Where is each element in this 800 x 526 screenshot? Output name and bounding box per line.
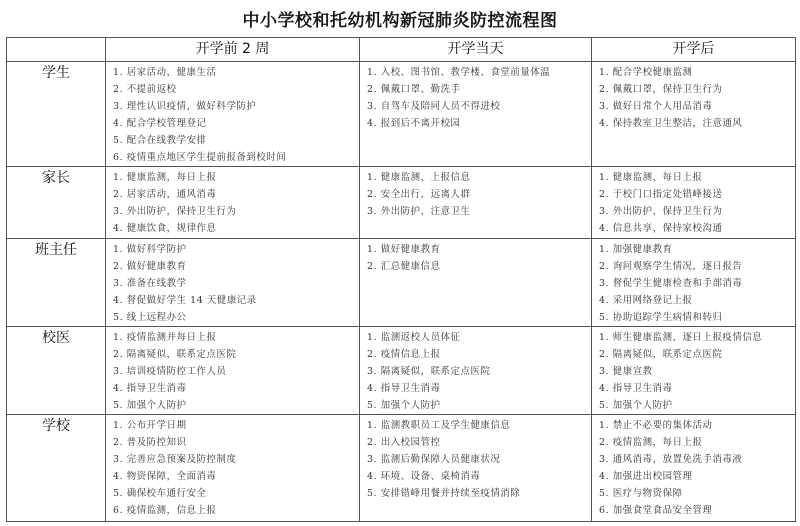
list-item: 1. 疫情监测并每日上报 [113,332,217,343]
list-item: 6. 疫情重点地区学生提前报备到校时间 [113,152,287,163]
cell-before [106,62,360,167]
list-item: 4. 采用网络登记上报 [599,295,693,306]
list-item: 4. 信息共享，保持家校沟通 [599,223,723,234]
measure-list [592,239,795,326]
list-item: 1. 公布开学日期 [113,420,187,431]
cell-after [592,327,796,415]
list-item: 5. 线上远程办公 [113,312,187,323]
list-item: 1. 配合学校健康监测 [599,67,693,78]
list-item: 3. 健康宣教 [599,366,653,377]
list-item: 2. 询问观察学生情况，逐日报告 [599,261,743,272]
list-item: 3. 理性认识疫情，做好科学防护 [113,101,257,112]
measure-list [106,415,359,519]
list-item: 4. 指导卫生消毒 [599,383,673,394]
list-item: 2. 居家活动，通风消毒 [113,189,217,200]
list-item: 5. 加强个人防护 [599,400,673,411]
header-after-opening: 开学后 [592,38,796,62]
list-item: 3. 督促学生健康检查和手部消毒 [599,278,743,289]
list-item: 3. 外出防护，保持卫生行为 [113,206,237,217]
list-item: 4. 保持教室卫生整洁，注意通风 [599,118,743,129]
cell-day [360,62,592,167]
list-item: 4. 指导卫生消毒 [113,383,187,394]
list-item: 4. 加强进出校园管理 [599,471,693,482]
list-item: 2. 做好健康教育 [113,261,187,272]
cell-after [592,415,796,522]
list-item: 4. 配合学校管理登记 [113,118,207,129]
table-row-school [7,415,796,522]
list-item: 5. 确保校车通行安全 [113,488,207,499]
list-item: 4. 督促做好学生 14 天健康记录 [113,295,257,306]
role-label: 学生 [7,62,106,167]
table-row-student [7,62,796,167]
table-row-head-teacher [7,239,796,327]
list-item: 6. 疫情监测，信息上报 [113,505,217,516]
list-item: 5. 加强个人防护 [113,400,187,411]
list-item: 1. 加强健康教育 [599,244,673,255]
list-item: 2. 汇总健康信息 [367,261,441,272]
document-title: 中小学校和托幼机构新冠肺炎防控流程图 [242,11,558,31]
measure-list [360,415,591,502]
list-item: 1. 师生健康监测，逐日上报疫情信息 [599,332,763,343]
list-item: 4. 环境、设备、桌椅消毒 [367,471,481,482]
list-item: 3. 准备在线教学 [113,278,187,289]
list-item: 5. 医疗与物资保障 [599,488,683,499]
list-item: 4. 报到后不离开校园 [367,118,461,129]
header-before-opening: 开学前 2 周 [106,38,360,62]
prevention-flow-table [6,37,796,522]
measure-list [592,167,795,237]
list-item: 2. 于校门口指定处错峰接送 [599,189,723,200]
list-item: 2. 隔离疑似，联系定点医院 [599,349,723,360]
list-item: 1. 居家活动，健康生活 [113,67,217,78]
measure-list [360,239,591,275]
list-item: 4. 物资保障，全面消毒 [113,471,217,482]
list-item: 3. 外出防护，保持卫生行为 [599,206,723,217]
role-label: 家长 [7,167,106,239]
measure-list [592,415,795,519]
list-item: 3. 自驾车及陪同人员不得进校 [367,101,501,112]
list-item: 4. 指导卫生消毒 [367,383,441,394]
measure-list [106,239,359,326]
measure-list [106,327,359,414]
list-item: 2. 出入校园管控 [367,437,441,448]
cell-before [106,167,360,239]
cell-before [106,415,360,522]
list-item: 3. 外出防护，注意卫生 [367,206,471,217]
header-role [7,38,106,62]
measure-list [592,62,795,132]
list-item: 3. 通风消毒，放置免洗手消毒液 [599,454,743,465]
measure-list [360,327,591,414]
role-label: 学校 [7,415,106,522]
cell-after [592,239,796,327]
table-row-parent [7,167,796,239]
list-item: 3. 培训疫情防控工作人员 [113,366,227,377]
list-item: 1. 做好科学防护 [113,244,187,255]
list-item: 3. 隔离疑似，联系定点医院 [367,366,491,377]
measure-list [360,167,591,220]
cell-day [360,167,592,239]
list-item: 1. 健康监测，每日上报 [113,172,217,183]
role-label: 校医 [7,327,106,415]
list-item: 2. 安全出行，远离人群 [367,189,471,200]
header-opening-day: 开学当天 [360,38,592,62]
list-item: 2. 隔离疑似，联系定点医院 [113,349,237,360]
cell-before [106,327,360,415]
cell-day [360,239,592,327]
measure-list [592,327,795,414]
list-item: 5. 协助追踪学生病情和转归 [599,312,723,323]
list-item: 5. 安排错峰用餐并持续至疫情消除 [367,488,521,499]
list-item: 5. 加强个人防护 [367,400,441,411]
list-item: 4. 健康饮食，规律作息 [113,223,217,234]
list-item: 1. 健康监测，每日上报 [599,172,703,183]
list-item: 5. 配合在线教学安排 [113,135,207,146]
cell-day [360,415,592,522]
list-item: 3. 监测后勤保障人员健康状况 [367,454,501,465]
list-item: 2. 佩戴口罩、勤洗手 [367,84,461,95]
role-label: 班主任 [7,239,106,327]
list-item: 2. 疫情监测，每日上报 [599,437,703,448]
list-item: 6. 加强食堂食品安全管理 [599,505,713,516]
header-row [7,38,796,62]
measure-list [106,62,359,166]
list-item: 2. 不提前返校 [113,84,177,95]
cell-before [106,239,360,327]
list-item: 1. 监测教职员工及学生健康信息 [367,420,511,431]
list-item: 3. 做好日常个人用品消毒 [599,101,713,112]
cell-after [592,167,796,239]
list-item: 1. 禁止不必要的集体活动 [599,420,713,431]
list-item: 3. 完善应急预案及防控制度 [113,454,237,465]
measure-list [106,167,359,237]
list-item: 1. 健康监测，上报信息 [367,172,471,183]
list-item: 2. 佩戴口罩，保持卫生行为 [599,84,723,95]
table-row-school-doctor [7,327,796,415]
list-item: 1. 入校、图书馆、教学楼、食堂前量体温 [367,67,551,78]
cell-after [592,62,796,167]
list-item: 1. 做好健康教育 [367,244,441,255]
measure-list [360,62,591,132]
list-item: 2. 疫情信息上报 [367,349,441,360]
cell-day [360,327,592,415]
list-item: 1. 监测返校人员体征 [367,332,461,343]
list-item: 2. 普及防控知识 [113,437,187,448]
